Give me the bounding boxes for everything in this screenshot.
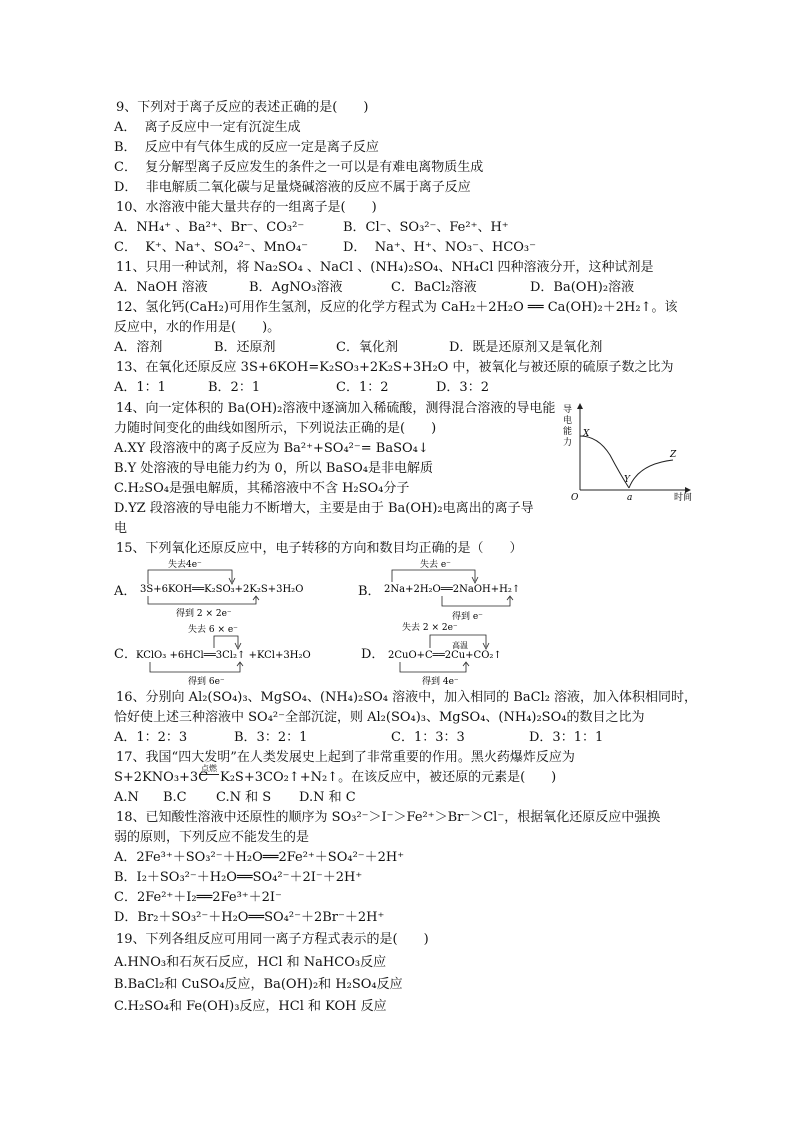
q15-d-diagram: [386, 618, 556, 686]
q12-option-b: B．还原剂: [214, 340, 276, 355]
q18-option-b: B．I₂＋SO₃²⁻＋H₂O══SO₄²⁻＋2I⁻＋2H⁺: [114, 870, 363, 885]
q15-d-equation: 2CuO+C══2Cu+CO₂↑: [388, 650, 502, 661]
q15-b-lose-label: 失去 e⁻: [420, 560, 451, 570]
q15-b-letter: B．: [358, 584, 381, 599]
q9-stem: 9、下列对于离子反应的表述正确的是( ): [116, 100, 369, 115]
x-axis-label: 时间: [674, 493, 693, 503]
q15-stem: 15、下列氧化还原反应中，电子转移的方向和数目均正确的是（ ）: [116, 541, 523, 556]
q9-option-d: D． 非电解质二氧化碳与足量烧碱溶液的反应不属于离子反应: [114, 180, 471, 195]
q13-option-a: A．1：1: [114, 380, 166, 395]
q14-option-d-line1: D.YZ 段溶液的导电能力不断增大，主要是由于 Ba(OH)₂电离出的离子导: [114, 501, 534, 516]
q12-option-c: C．氧化剂: [336, 340, 398, 355]
q12-option-a: A．溶剂: [114, 340, 163, 355]
q15-d-gain-label: 得到 4e⁻: [422, 677, 459, 686]
q19-stem: 19、下列各组反应可用同一离子方程式表示的是( ): [116, 932, 429, 947]
q14-option-a: A.XY 段溶液中的离子反应为 Ba²⁺+SO₄²⁻= BaSO₄↓: [114, 441, 429, 456]
q10-option-a: A．NH₄⁺ 、Ba²⁺、Br⁻、CO₃²⁻: [114, 220, 305, 235]
q12-stem-line1: 12、氢化钙(CaH₂)可用作生氢剂，反应的化学方程式为 CaH₂＋2H₂O ══ Ca(OH)₂＋2H₂↑。该: [116, 300, 678, 315]
q13-stem: 13、在氧化还原反应 3S+6KOH=K₂SO₃+2K₂S+3H₂O 中，被氧化与被还原的硫原子数之比为: [116, 360, 674, 375]
q15-d-letter: D．: [361, 647, 385, 662]
q19-option-c: C.H₂SO₄和 Fe(OH)₃反应，HCl 和 KOH 反应: [114, 999, 387, 1014]
q16-option-d: D．3：1：1: [529, 730, 604, 745]
q17-eq-condition: 点燃: [201, 764, 217, 773]
q9-option-b: B． 反应中有气体生成的反应一定是离子反应: [114, 140, 379, 155]
q18-option-a: A．2Fe³⁺＋SO₃²⁻＋H₂O══2Fe²⁺＋SO₄²⁻＋2H⁺: [114, 850, 405, 865]
q16-option-a: A．1：2：3: [114, 730, 188, 745]
q17-option-b: B.C: [163, 790, 187, 805]
q16-option-b: B．3：2：1: [234, 730, 308, 745]
y-axis-label-1: 导: [563, 405, 573, 415]
q9-option-c: C． 复分解型离子反应发生的条件之一可以是有难电离物质生成: [114, 160, 484, 175]
q15-a-equation: 3S+6KOH══K₂SO₃+2K₂S+3H₂O: [140, 584, 304, 595]
q18-option-d: D．Br₂＋SO₃²⁻＋H₂O══SO₄²⁻＋2Br⁻＋2H⁺: [114, 910, 385, 925]
curve-yz: [629, 460, 673, 488]
q11-option-d: D．Ba(OH)₂溶液: [530, 280, 635, 295]
q15-c-gain-label: 得到 6e⁻: [188, 677, 225, 686]
q13-option-c: C．1：2: [336, 380, 389, 395]
conductivity-graph: [558, 400, 703, 505]
q13-option-d: D．3：2: [436, 380, 489, 395]
q14-stem-line2: 力随时间变化的曲线如图所示，下列说法正确的是( ): [114, 421, 437, 436]
q15-c-lose-label: 失去 6 × e⁻: [188, 625, 238, 635]
q17-option-c: C.N 和 S: [216, 790, 272, 805]
q12-stem-line2: 反应中，水的作用是( )。: [114, 320, 281, 335]
q15-a-letter: A．: [114, 584, 137, 599]
q15-d-condition: 高温: [452, 641, 468, 650]
q14-option-d-line2: 电: [114, 521, 128, 536]
q17-option-a: A.N: [114, 790, 139, 805]
q18-stem-line1: 18、已知酸性溶液中还原性的顺序为 SO₃²⁻＞I⁻＞Fe²⁺＞Br⁻＞Cl⁻，根据氧化还原反应中强换: [116, 810, 661, 825]
point-x-label: X: [583, 429, 590, 439]
q15-a-gain-label: 得到 2 × 2e⁻: [176, 609, 232, 618]
q10-stem: 10、水溶液中能大量共存的一组离子是( ): [116, 200, 377, 215]
q12-option-d: D．既是还原剂又是氧化剂: [449, 340, 603, 355]
q9-option-a: A． 离子反应中一定有沉淀生成: [114, 120, 301, 135]
q16-stem-line1: 16、分别向 Al₂(SO₄)₃、MgSO₄、(NH₄)₂SO₄ 溶液中，加入相同的 BaCl₂ 溶液，加入体积相同时，: [116, 690, 698, 705]
q15-c-diagram: [136, 622, 336, 686]
q15-c-letter: C．: [114, 647, 137, 662]
q15-a-lose-label: 失去4e⁻: [168, 560, 202, 570]
q11-stem: 11、只用一种试剂，将 Na₂SO₄ 、NaCl 、(NH₄)₂SO₄、NH₄Cl 四种溶液分开，这种试剂是: [116, 260, 654, 275]
q16-stem-line2: 恰好使上述三种溶液中 SO₄²⁻全部沉淀，则 Al₂(SO₄)₃、MgSO₄、(NH₄)₂SO₄的数目之比为: [114, 710, 645, 725]
q11-option-a: A．NaOH 溶液: [114, 280, 208, 295]
q10-option-c: C． K⁺、Na⁺、SO₄²⁻、MnO₄⁻: [114, 240, 309, 255]
q17-eq-left: S+2KNO₃+3C: [114, 770, 209, 785]
q17-eq-right: K₂S+3CO₂↑+N₂↑。在该反应中，被还原的元素是( ): [220, 770, 557, 785]
q15-b-gain-label: 得到 e⁻: [452, 612, 483, 622]
origin-label: O: [571, 493, 579, 503]
q15-d-lose-label: 失去 2 × 2e⁻: [402, 623, 458, 633]
q10-option-b: B．Cl⁻、SO₃²⁻、Fe²⁺、H⁺: [343, 220, 509, 235]
point-y-label: Y: [624, 475, 630, 485]
q15-b-diagram: [382, 556, 557, 622]
q17-option-d: D.N 和 C: [299, 790, 356, 805]
q19-option-b: B.BaCl₂和 CuSO₄反应，Ba(OH)₂和 H₂SO₄反应: [114, 977, 403, 992]
q11-option-c: C．BaCl₂溶液: [391, 280, 477, 295]
q16-option-c: C．1：3：3: [391, 730, 465, 745]
q19-option-a: A.HNO₃和石灰石反应，HCl 和 NaHCO₃反应: [114, 955, 387, 970]
tick-a-label: a: [627, 493, 633, 503]
q15-b-equation: 2Na+2H₂O══2NaOH+H₂↑: [384, 584, 521, 595]
y-axis-label-4: 力: [563, 438, 573, 448]
curve-xy: [580, 436, 629, 488]
q18-stem-line2: 弱的原则，下列反应不能发生的是: [114, 830, 310, 845]
y-axis-label-2: 电: [563, 416, 573, 426]
q14-option-c: C.H₂SO₄是强电解质，其稀溶液中不含 H₂SO₄分子: [114, 481, 410, 496]
q10-option-d: D． Na⁺、H⁺、NO₃⁻、HCO₃⁻: [343, 240, 536, 255]
q14-stem-line1: 14、向一定体积的 Ba(OH)₂溶液中逐滴加入稀硫酸，测得混合溶液的导电能: [116, 401, 556, 416]
q17-stem-line1: 17、我国“四大发明”在人类发展史上起到了非常重要的作用。黑火药爆炸反应为: [116, 750, 575, 765]
q14-option-b: B.Y 处溶液的导电能力约为 0，所以 BaSO₄是非电解质: [114, 461, 434, 476]
y-axis-label-3: 能: [563, 427, 573, 437]
q15-c-equation: KClO₃ +6HCl══3Cl₂↑ +KCl+3H₂O: [136, 650, 311, 661]
q13-option-b: B．2：1: [208, 380, 261, 395]
q11-option-b: B．AgNO₃溶液: [249, 280, 343, 295]
q18-option-c: C．2Fe²⁺＋I₂══2Fe³⁺＋2I⁻: [114, 890, 282, 905]
point-z-label: Z: [670, 450, 677, 460]
q15-a-diagram: [140, 556, 315, 618]
